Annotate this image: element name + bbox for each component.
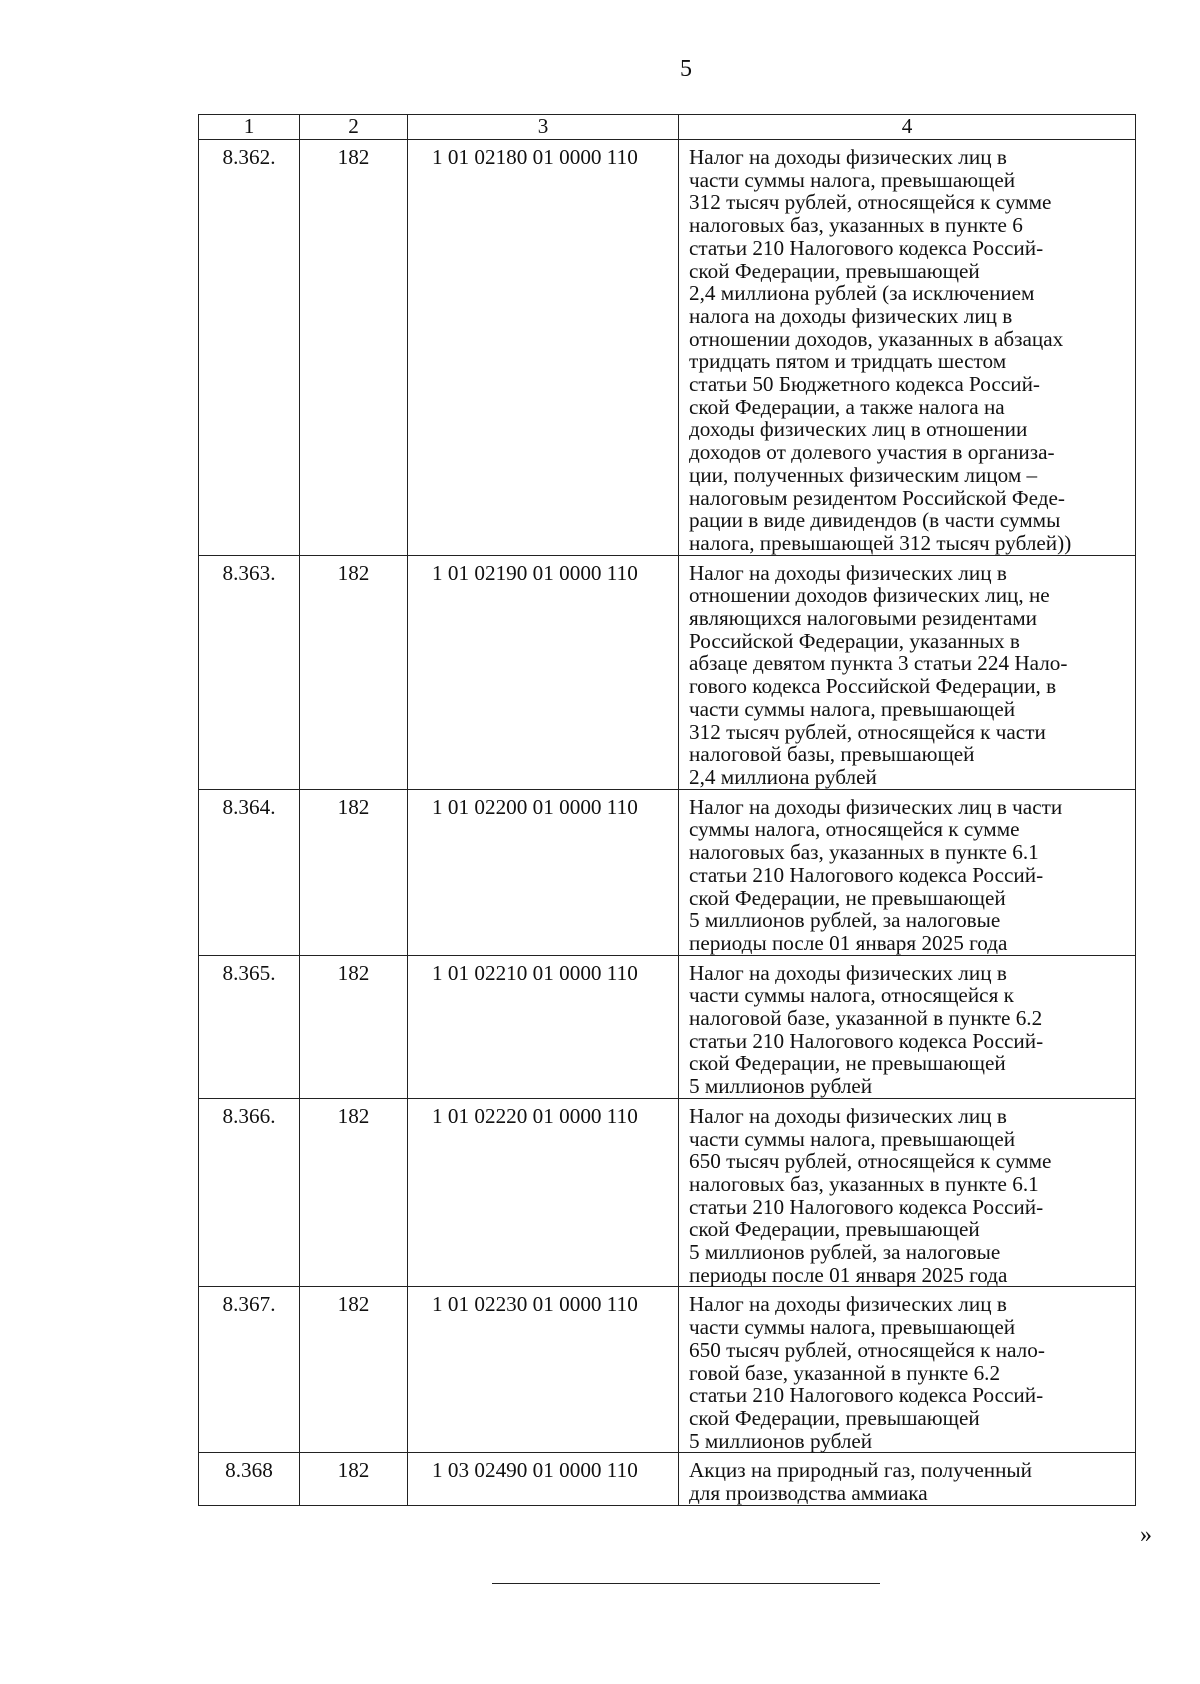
budget-classification-table — [198, 114, 1136, 1506]
income-description — [679, 1453, 1136, 1505]
description-line: 2,4 миллиона рублей — [689, 764, 877, 789]
description-line: ской Федерации, превышающей — [689, 258, 980, 283]
table-row — [199, 140, 1136, 556]
row-number: 8.367. — [199, 1287, 300, 1453]
description-line: части суммы налога, превышающей — [689, 1126, 1016, 1151]
description-line: ции, полученных физическим лицом – — [689, 462, 1038, 487]
description-line: Налог на доходы физических лиц в — [689, 1292, 1007, 1317]
row-number: 8.365. — [199, 955, 300, 1098]
description-line: статьи 210 Налогового кодекса Россий- — [689, 1383, 1044, 1408]
description-line: доходов от долевого участия в организа- — [689, 440, 1055, 465]
description-line: 312 тысяч рублей, относящейся к сумме — [689, 190, 1052, 215]
row-number: 8.368 — [199, 1453, 300, 1505]
budget-classification-code: 1 01 02230 01 0000 110 — [408, 1287, 679, 1453]
description-line: Налог на доходы физических лиц в — [689, 1103, 1007, 1128]
description-line: Налог на доходы физических лиц в — [689, 560, 1007, 585]
income-description — [679, 140, 1136, 556]
administrator-code: 182 — [300, 140, 408, 556]
budget-classification-code: 1 01 02190 01 0000 110 — [408, 555, 679, 789]
description-line: рации в виде дивидендов (в части суммы — [689, 508, 1061, 533]
administrator-code: 182 — [300, 555, 408, 789]
header-col-2: 2 — [300, 115, 408, 140]
header-col-4: 4 — [679, 115, 1136, 140]
table-row — [199, 789, 1136, 955]
description-line: отношении доходов физических лиц, не — [689, 583, 1050, 608]
description-line: налога на доходы физических лиц в — [689, 303, 1013, 328]
description-line: налоговых баз, указанных в пункте 6.1 — [689, 1171, 1039, 1196]
description-line: статьи 210 Налогового кодекса Россий- — [689, 1194, 1044, 1219]
description-line: налоговым резидентом Российской Феде- — [689, 485, 1065, 510]
budget-classification-code: 1 01 02180 01 0000 110 — [408, 140, 679, 556]
description-line: 5 миллионов рублей, за налоговые — [689, 908, 1001, 933]
description-line: статьи 210 Налогового кодекса Россий- — [689, 235, 1044, 260]
description-line: 650 тысяч рублей, относящейся к нало- — [689, 1337, 1045, 1362]
description-line: ской Федерации, превышающей — [689, 1217, 980, 1242]
row-number: 8.362. — [199, 140, 300, 556]
description-line: Налог на доходы физических лиц в — [689, 960, 1007, 985]
page-number: 5 — [680, 56, 692, 82]
table-row — [199, 1453, 1136, 1505]
description-line: налоговых баз, указанных в пункте 6.1 — [689, 840, 1039, 865]
income-description — [679, 955, 1136, 1098]
description-line: для производства аммиака — [689, 1481, 928, 1506]
description-line: Акциз на природный газ, полученный — [689, 1458, 1033, 1483]
description-line: суммы налога, относящейся к сумме — [689, 817, 1020, 842]
description-line: ской Федерации, превышающей — [689, 1405, 980, 1430]
administrator-code: 182 — [300, 1453, 408, 1505]
administrator-code: 182 — [300, 1098, 408, 1287]
description-line: являющихся налоговыми резидентами — [689, 606, 1037, 631]
description-line: налоговых баз, указанных в пункте 6 — [689, 213, 1023, 238]
description-line: отношении доходов, указанных в абзацах — [689, 326, 1064, 351]
description-line: статьи 210 Налогового кодекса Россий- — [689, 862, 1044, 887]
income-description — [679, 789, 1136, 955]
description-line: Российской Федерации, указанных в — [689, 628, 1020, 653]
description-line: Налог на доходы физических лиц в — [689, 145, 1007, 169]
row-number: 8.366. — [199, 1098, 300, 1287]
description-line: 5 миллионов рублей, за налоговые — [689, 1240, 1001, 1265]
row-number: 8.364. — [199, 789, 300, 955]
description-line: 2,4 миллиона рублей (за исключением — [689, 281, 1035, 306]
description-line: ской Федерации, не превышающей — [689, 1051, 1006, 1076]
description-line: налоговой базы, превышающей — [689, 742, 975, 767]
description-line: части суммы налога, превышающей — [689, 1315, 1016, 1340]
table-row — [199, 1098, 1136, 1287]
description-line: 650 тысяч рублей, относящейся к сумме — [689, 1149, 1052, 1174]
header-col-1: 1 — [199, 115, 300, 140]
budget-classification-code: 1 01 02220 01 0000 110 — [408, 1098, 679, 1287]
description-line: части суммы налога, превышающей — [689, 696, 1016, 721]
description-line: ской Федерации, а также налога на — [689, 394, 1005, 419]
administrator-code: 182 — [300, 789, 408, 955]
closing-quote: » — [1140, 1522, 1152, 1548]
budget-classification-code: 1 01 02200 01 0000 110 — [408, 789, 679, 955]
header-col-3: 3 — [408, 115, 679, 140]
income-description — [679, 1098, 1136, 1287]
administrator-code: 182 — [300, 955, 408, 1098]
administrator-code: 182 — [300, 1287, 408, 1453]
description-line: части суммы налога, относящейся к — [689, 983, 1014, 1008]
footer-divider — [492, 1583, 880, 1584]
description-line: гового кодекса Российской Федерации, в — [689, 674, 1057, 699]
description-line: статьи 210 Налогового кодекса Россий- — [689, 1028, 1044, 1053]
budget-classification-code: 1 01 02210 01 0000 110 — [408, 955, 679, 1098]
description-line: периоды после 01 января 2025 года — [689, 930, 1008, 955]
description-line: абзаце девятом пункта 3 статьи 224 Нало- — [689, 651, 1068, 676]
description-line: ской Федерации, не превышающей — [689, 885, 1006, 910]
description-line: налога, превышающей 312 тысяч рублей)) — [689, 530, 1072, 555]
description-line: статьи 50 Бюджетного кодекса Россий- — [689, 372, 1040, 397]
table-header-row — [199, 115, 1136, 140]
description-line: налоговой базе, указанной в пункте 6.2 — [689, 1006, 1043, 1031]
description-line: 312 тысяч рублей, относящейся к части — [689, 719, 1046, 744]
description-line: говой базе, указанной в пункте 6.2 — [689, 1360, 1001, 1385]
budget-classification-code: 1 03 02490 01 0000 110 — [408, 1453, 679, 1505]
description-line: 5 миллионов рублей — [689, 1428, 873, 1453]
description-line: доходы физических лиц в отношении — [689, 417, 1028, 442]
description-line: части суммы налога, превышающей — [689, 167, 1016, 192]
table-row — [199, 1287, 1136, 1453]
table-body — [199, 140, 1136, 1506]
row-number: 8.363. — [199, 555, 300, 789]
table-row — [199, 555, 1136, 789]
table-row — [199, 955, 1136, 1098]
description-line: Налог на доходы физических лиц в части — [689, 794, 1063, 819]
income-description — [679, 1287, 1136, 1453]
description-line: периоды после 01 января 2025 года — [689, 1262, 1008, 1287]
income-description — [679, 555, 1136, 789]
description-line: тридцать пятом и тридцать шестом — [689, 349, 1007, 374]
description-line: 5 миллионов рублей — [689, 1074, 873, 1099]
